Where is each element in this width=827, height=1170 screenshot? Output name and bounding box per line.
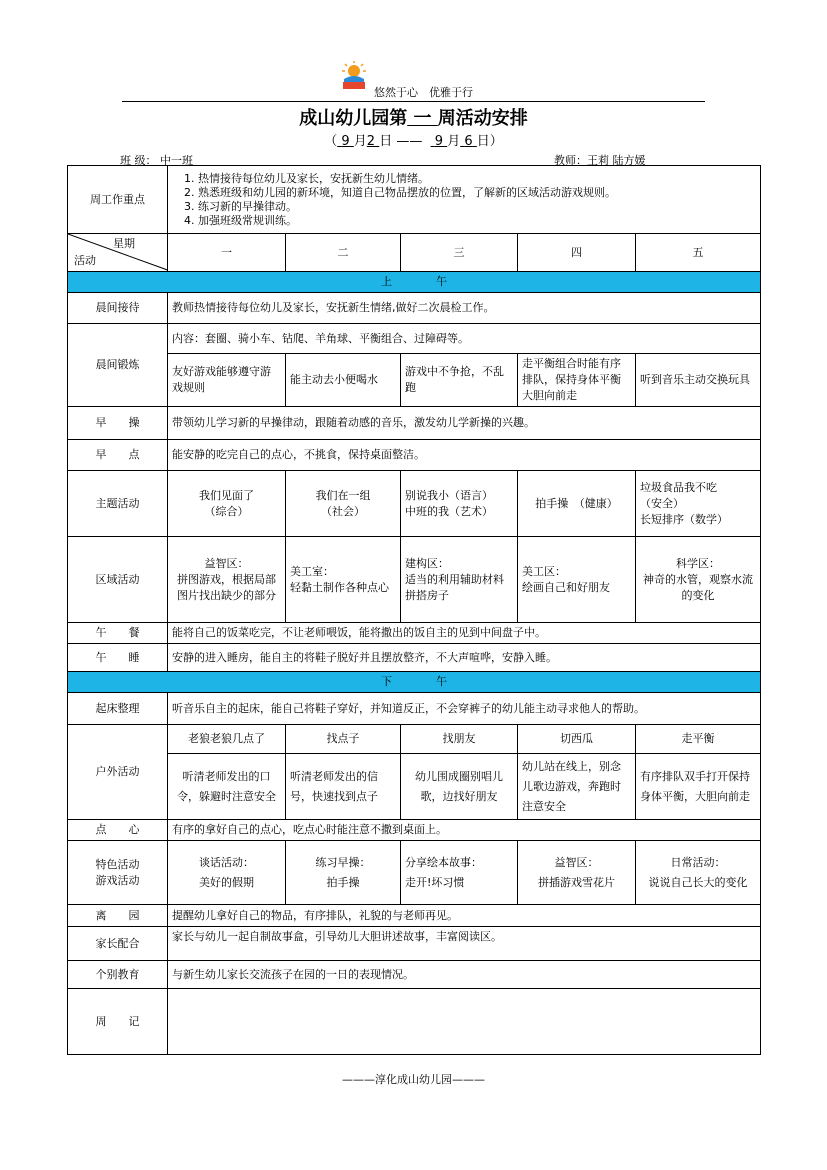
row-text: 教师热情接待每位幼儿及家长，安抚新生情绪,做好二次晨检工作。 — [168, 293, 761, 324]
day-cell: 美工室： 轻黏土制作各种点心 — [286, 537, 401, 623]
day-cell: 走平衡组合时能有序排队，保持身体平衡大胆向前走 — [518, 354, 636, 407]
day-cell: 垃圾食品我不吃 （安全） 长短排序（数学） — [636, 471, 761, 537]
row-label: 点 心 — [68, 820, 168, 841]
row-text: 提醒幼儿拿好自己的物品，有序排队，礼貌的与老师再见。 — [168, 905, 761, 927]
morning-band — [68, 272, 761, 293]
schedule-table — [67, 165, 761, 1055]
row-label: 晨间锻炼 — [68, 324, 168, 407]
weekly-notes — [168, 989, 761, 1055]
day-cell: 我们见面了 （综合） — [168, 471, 286, 537]
row-label: 主题活动 — [68, 471, 168, 537]
end-day: 6 — [464, 134, 473, 149]
school-motto: 悠然于心 优雅于行 — [374, 86, 473, 99]
row-label: 午 睡 — [68, 644, 168, 672]
focus-item: 3. 练习新的早操律动。 — [198, 200, 756, 214]
exercise-days-row — [68, 354, 761, 407]
day-header: 五 — [636, 234, 761, 272]
teacher-info: 教师：王莉 陆方媛 — [554, 154, 646, 167]
row-label: 户外活动 — [68, 725, 168, 820]
focus-item: 4. 加强班级常规训练。 — [198, 214, 756, 228]
day-cell: 友好游戏能够遵守游戏规则 — [168, 354, 286, 407]
row-label: 起床整理 — [68, 693, 168, 725]
row-label: 特色活动 游戏活动 — [68, 841, 168, 905]
corner-cell — [68, 234, 168, 272]
row-text: 与新生幼儿家长交流孩子在园的一日的表现情况。 — [168, 961, 761, 989]
day-cell: 听清老师发出的信号，快速找到点子 — [286, 754, 401, 820]
afternoon-band-label: 下 午 — [68, 672, 761, 693]
row-label: 早 点 — [68, 440, 168, 471]
start-month: 9 — [341, 134, 350, 149]
date-range: （ 9 月2 日 —— 9 月 6 日） — [324, 134, 503, 149]
day-cell: 科学区： 神奇的水管，观察水流的变化 — [636, 537, 761, 623]
week-number: 一 — [413, 108, 432, 129]
row-label: 区域活动 — [68, 537, 168, 623]
day-cell: 能主动去小便喝水 — [286, 354, 401, 407]
early-exercise-row — [68, 407, 761, 440]
row-text: 安静的进入睡房，能自主的将鞋子脱好并且摆放整齐，不大声喧哗，安静入睡。 — [168, 644, 761, 672]
day-cell: 有序排队双手打开保持身体平衡，大胆向前走 — [636, 754, 761, 820]
day-cell: 美工区： 绘画自己和好朋友 — [518, 537, 636, 623]
theme-row — [68, 471, 761, 537]
day-cell: 谈话活动： 美好的假期 — [168, 841, 286, 905]
day-cell: 日常活动： 说说自己长大的变化 — [636, 841, 761, 905]
day-cell: 拍手操 （健康） — [518, 471, 636, 537]
day-cell: 分享绘本故事： 走开!坏习惯 — [401, 841, 518, 905]
day-cell: 我们在一组 （社会） — [286, 471, 401, 537]
morning-snack-row — [68, 440, 761, 471]
end-month: 9 — [434, 134, 444, 149]
nap-row — [68, 644, 761, 672]
exercise-content-row — [68, 324, 761, 354]
focus-label: 周工作重点 — [68, 166, 168, 234]
row-text: 听音乐自主的起床，能自己将鞋子穿好，并知道反正，不会穿裤子的幼儿能主动寻求他人的帮助。 — [168, 693, 761, 725]
row-text: 有序的拿好自己的点心，吃点心时能注意不撒到桌面上。 — [168, 820, 761, 841]
weekday-header-row — [68, 234, 761, 272]
game-name: 切西瓜 — [518, 725, 636, 754]
afternoon-snack-row — [68, 820, 761, 841]
parents-row — [68, 927, 761, 961]
row-text: 能安静的吃完自己的点心，不挑食，保持桌面整洁。 — [168, 440, 761, 471]
focus-list — [168, 166, 761, 234]
page-footer: ———淳化成山幼儿园——— — [342, 1073, 485, 1086]
class-value: 中一班 — [160, 154, 193, 167]
day-header: 二 — [286, 234, 401, 272]
start-day: 2 — [366, 134, 376, 149]
class-info: 班 级： 中一班 — [120, 154, 193, 167]
game-name: 老狼老狼几点了 — [168, 725, 286, 754]
focus-row — [68, 166, 761, 234]
title-prefix: 成山幼儿园第 — [299, 108, 408, 129]
day-cell: 建构区： 适当的利用辅助材料拼搭房子 — [401, 537, 518, 623]
day-header: 一 — [168, 234, 286, 272]
title-suffix: 周活动安排 — [437, 108, 528, 129]
row-text: 家长与幼儿一起自制故事盒，引导幼儿大胆讲述故事，丰富阅读区。 — [168, 927, 761, 961]
day-cell: 益智区： 拼插游戏雪花片 — [518, 841, 636, 905]
leave-row — [68, 905, 761, 927]
individual-row — [68, 961, 761, 989]
wakeup-row — [68, 693, 761, 725]
game-name: 找朋友 — [401, 725, 518, 754]
row-label: 午 餐 — [68, 623, 168, 644]
focus-item: 1. 热情接待每位幼儿及家长，安抚新生幼儿情绪。 — [198, 172, 756, 186]
lunch-row — [68, 623, 761, 644]
day-cell: 听到音乐主动交换玩具 — [636, 354, 761, 407]
reception-row — [68, 293, 761, 324]
day-cell: 练习早操： 拍手操 — [286, 841, 401, 905]
outdoor-games-row — [68, 725, 761, 754]
exercise-content: 内容：套圈、骑小车、钻爬、羊角球、平衡组合、过障碍等。 — [168, 324, 761, 354]
day-cell: 益智区： 拼图游戏，根据局部图片找出缺少的部分 — [168, 537, 286, 623]
corner-activity-label: 活动 — [74, 254, 96, 267]
row-label: 周 记 — [68, 989, 168, 1055]
row-label: 个别教育 — [68, 961, 168, 989]
notes-row — [68, 989, 761, 1055]
row-text: 能将自己的饭菜吃完，不让老师喂饭，能将撒出的饭自主的见到中间盘子中。 — [168, 623, 761, 644]
outdoor-goals-row — [68, 754, 761, 820]
game-name: 找点子 — [286, 725, 401, 754]
area-row — [68, 537, 761, 623]
row-text: 带领幼儿学习新的早操律动，跟随着动感的音乐，激发幼儿学新操的兴趣。 — [168, 407, 761, 440]
corner-weekday-label: 星期 — [113, 237, 135, 250]
row-label: 家长配合 — [68, 927, 168, 961]
page-title — [0, 104, 827, 130]
morning-band-label: 上 午 — [68, 272, 761, 293]
row-label: 早 操 — [68, 407, 168, 440]
game-name: 走平衡 — [636, 725, 761, 754]
afternoon-band — [68, 672, 761, 693]
day-cell: 幼儿站在线上，别念儿歌边游戏，奔跑时注意安全 — [518, 754, 636, 820]
day-cell: 别说我小（语言） 中班的我（艺术） — [401, 471, 518, 537]
day-cell: 游戏中不争抢，不乱跑 — [401, 354, 518, 407]
special-row — [68, 841, 761, 905]
day-cell: 听清老师发出的口令，躲避时注意安全 — [168, 754, 286, 820]
header-rule — [122, 101, 705, 102]
day-header: 四 — [518, 234, 636, 272]
day-header: 三 — [401, 234, 518, 272]
focus-item: 2. 熟悉班级和幼儿园的新环境，知道自己物品摆放的位置，了解新的区域活动游戏规则。 — [198, 186, 756, 200]
row-label: 离 园 — [68, 905, 168, 927]
day-cell: 幼儿围成圈别唱儿歌，边找好朋友 — [401, 754, 518, 820]
row-label: 晨间接待 — [68, 293, 168, 324]
school-logo — [340, 60, 368, 90]
teacher-value: 王莉 陆方媛 — [587, 154, 646, 167]
